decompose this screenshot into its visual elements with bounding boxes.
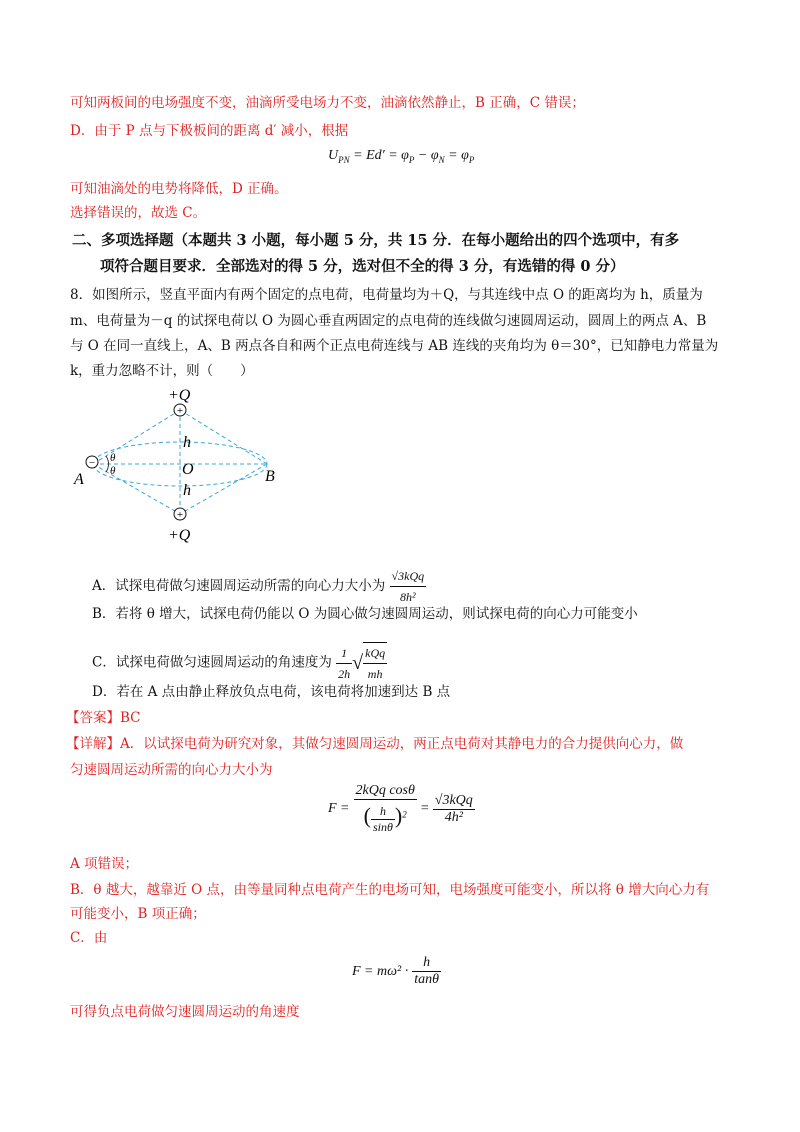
text-line: B．θ 越大，越靠近 O 点，由等量同种点电荷产生的电场可知，电场强度可能变小，所以将 θ 增大向心力有: [70, 882, 710, 898]
detail-line: 【详解】A．以试探电荷为研究对象，其做匀速圆周运动，两正点电荷对其静电力的合力提供向心力，做: [66, 736, 684, 752]
equation-force: F = 2kQq cosθ ( $\frac{h}{\sin\theta}$ )$^2$ = $\frac{\text{√3kQq}}{\text{4h²}}$: [328, 783, 473, 835]
label-a: A: [74, 471, 84, 488]
label-bottom-charge: +Q: [168, 527, 191, 544]
text-line: 可知油滴处的电势将降低，D 正确。: [70, 181, 288, 197]
question-line: m、电荷量为－q 的试探电荷以 O 为圆心垂直两固定的点电荷的连线做匀速圆周运动，圆周上的两点 A、B: [70, 313, 707, 329]
section-title: 二、多项选择题（本题共 3 小题，每小题 5 分，共 15 分．在每小题给出的四个选项中，有多: [72, 232, 680, 249]
option-a: A．试探电荷做匀速圆周运动所需的向心力大小为 $\frac{\text{√3kQq}}{\text{8h²}}$: [92, 566, 426, 607]
label-h-bottom: h: [183, 482, 191, 499]
section-title: 项符合题目要求．全部选对的得 5 分，选对但不全的得 3 分，有选错的得 0 分）: [100, 258, 625, 275]
question-line: 8．如图所示，竖直平面内有两个固定的点电荷，电荷量均为＋Q，与其连线中点 O 的距离均为 h，质量为: [70, 287, 703, 303]
text-line: A 项错误；: [70, 856, 139, 872]
option-d: D．若在 A 点由静止释放负点电荷，该电荷将加速到达 B 点: [92, 684, 451, 700]
detail-line: 匀速圆周运动所需的向心力大小为: [70, 762, 273, 778]
text-line: C．由: [70, 930, 108, 946]
plus-sign-icon: +: [176, 509, 184, 521]
text-line: 可得负点电荷做匀速圆周运动的角速度: [70, 1004, 300, 1020]
label-theta: θ: [110, 452, 116, 464]
label-theta: θ: [110, 465, 116, 477]
question-line: k，重力忽略不计，则（ ）: [70, 363, 254, 379]
text-line: 选择错误的，故选 C。: [70, 205, 207, 221]
option-c: C．试探电荷做匀速圆周运动的角速度为 $\frac{1}{2h}$ √ $\frac{\text{kQq}}{mh}$: [92, 642, 387, 684]
answer-line: 【答案】BC: [66, 710, 141, 726]
text-line: 可能变小，B 项正确；: [70, 906, 206, 922]
label-top-charge: +Q: [168, 387, 191, 404]
label-b: B: [265, 468, 275, 485]
option-b: B．若将 θ 增大，试探电荷仍能以 O 为圆心做匀速圆周运动，则试探电荷的向心力可能变小: [92, 606, 638, 622]
text-line: 可知两板间的电场强度不变，油滴所受电场力不变，油滴依然静止，B 正确，C 错误；: [70, 95, 585, 111]
plus-sign-icon: +: [176, 405, 184, 417]
equation-potential: $U_{PN} = Ed' = \varphi_P - \varphi_N = \varphi_P$: [328, 148, 475, 165]
minus-sign-icon: −: [88, 457, 96, 469]
text-line: D．由于 P 点与下极板间的距离 d′ 减小，根据: [70, 123, 349, 139]
label-h-top: h: [183, 434, 191, 451]
equation-centripetal: F = mω² · $\frac{h}{\tan\theta}$: [352, 955, 439, 987]
label-o: O: [182, 461, 194, 478]
question-line: 与 O 在同一直线上，A、B 两点各自和两个正点电荷连线与 AB 连线的夹角均为 θ＝30°，已知静电力常量为: [70, 338, 719, 354]
charge-diagram: [70, 382, 300, 552]
